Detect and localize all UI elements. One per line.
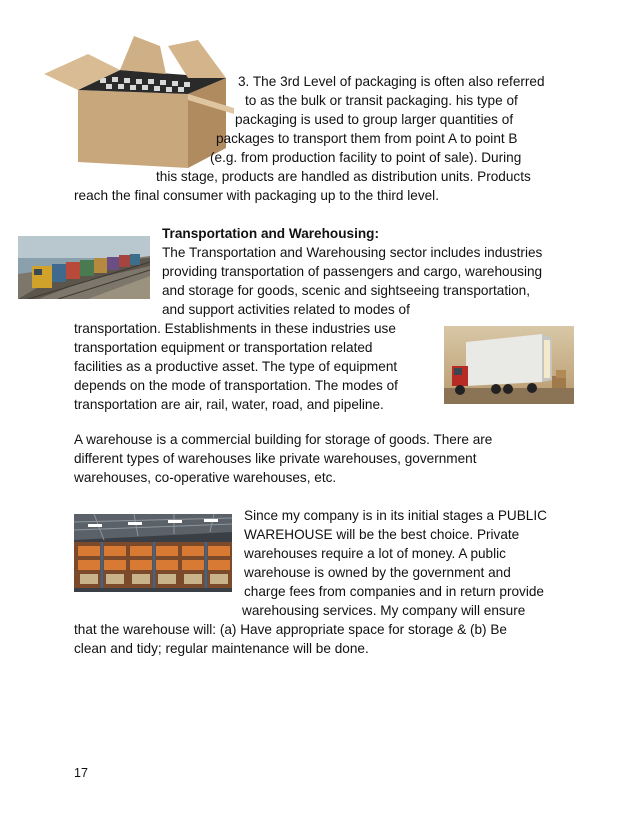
packaging-line: packages to transport them from point A to point B <box>216 131 518 146</box>
transport-line: depends on the mode of transportation. The modes of <box>74 378 398 393</box>
warehouse-intro-line: different types of warehouses like private warehouses, government <box>74 451 477 466</box>
public-warehouse-line: warehousing services. My company will ensure <box>242 603 526 618</box>
freight-train-image <box>18 236 150 299</box>
truck-image <box>444 326 574 404</box>
transport-line: transportation. Establishments in these industries use <box>74 321 396 336</box>
public-warehouse-line: that the warehouse will: (a) Have appropriate space for storage & (b) Be <box>74 622 507 637</box>
public-warehouse-line: clean and tidy; regular maintenance will be done. <box>74 641 369 656</box>
public-warehouse-line: charge fees from companies and in return provide <box>244 584 544 599</box>
warehouse-intro-line: warehouses, co-operative warehouses, etc. <box>74 470 337 485</box>
transport-line: transportation are air, rail, water, road, and pipeline. <box>74 397 384 412</box>
public-warehouse-line: WAREHOUSE will be the best choice. Private <box>244 527 520 542</box>
cardboard-box-image <box>38 32 234 170</box>
public-warehouse-line: warehouses require a lot of money. A public <box>244 546 506 561</box>
transport-line: and support activities related to modes of <box>162 302 410 317</box>
transport-heading: Transportation and Warehousing: <box>162 226 380 241</box>
public-warehouse-line: warehouse is owned by the government and <box>244 565 511 580</box>
transport-line: The Transportation and Warehousing sector includes industries <box>162 245 543 260</box>
packaging-line: this stage, products are handled as distribution units. Products <box>156 169 531 184</box>
public-warehouse-line: Since my company is in its initial stages a PUBLIC <box>244 508 547 523</box>
packaging-line: 3. The 3rd Level of packaging is often also referred <box>238 74 545 89</box>
transport-line: and storage for goods, scenic and sightseeing transportation, <box>162 283 531 298</box>
packaging-line: (e.g. from production facility to point of sale). During <box>210 150 522 165</box>
page-number: 17 <box>74 766 88 780</box>
transport-line: providing transportation of passengers and cargo, warehousing <box>162 264 543 279</box>
transport-line: facilities as a productive asset. The type of equipment <box>74 359 398 374</box>
warehouse-interior-image <box>74 514 232 592</box>
warehouse-intro-line: A warehouse is a commercial building for storage of goods. There are <box>74 432 493 447</box>
packaging-line: to as the bulk or transit packaging. his type of <box>245 93 518 108</box>
packaging-line: reach the final consumer with packaging up to the third level. <box>74 188 439 203</box>
transport-line: transportation equipment or transportation related <box>74 340 373 355</box>
packaging-line: packaging is used to group larger quantities of <box>235 112 514 127</box>
